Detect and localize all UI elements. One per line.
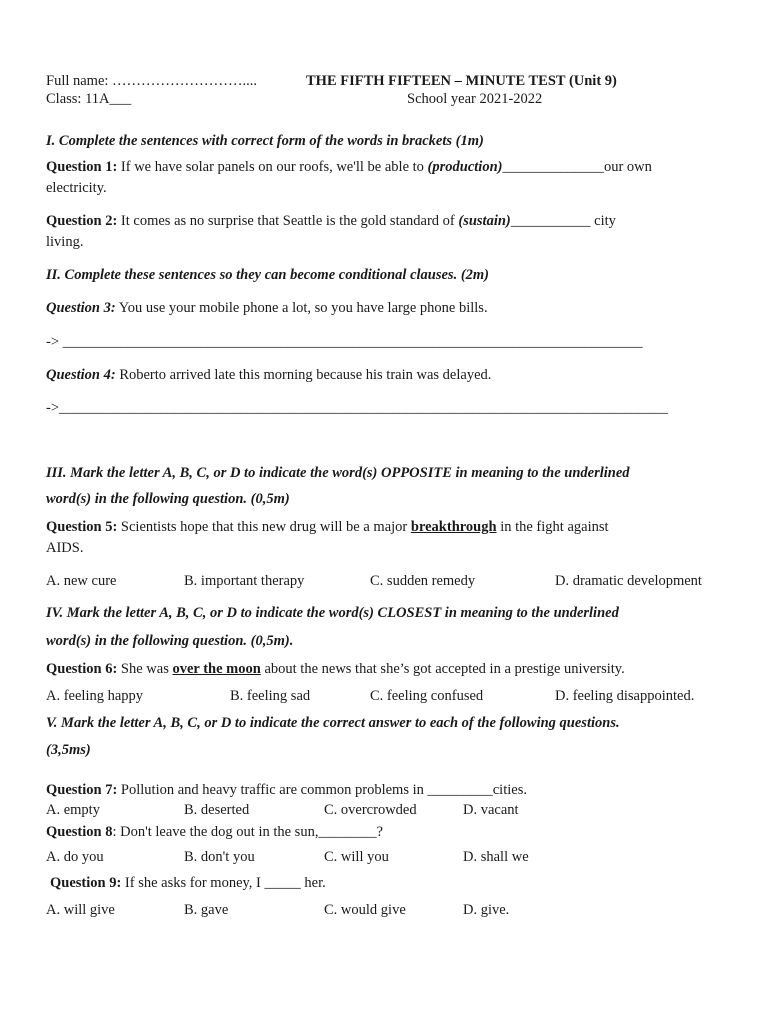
question-1-text-a: If we have solar panels on our roofs, we'll be able to <box>117 159 428 175</box>
section-5-heading-line-1: V. Mark the letter A, B, C, or D to indicate the correct answer to each of the following questions. <box>46 715 620 731</box>
question-8 <box>46 823 383 841</box>
question-6-option-c[interactable]: C. feeling confused <box>370 688 484 704</box>
question-5-keyword: breakthrough <box>410 519 497 535</box>
question-2-text-a: It comes as no surprise that Seattle is the gold standard of <box>117 213 459 229</box>
question-7-label: Question 7: <box>46 782 118 798</box>
section-1-heading: I. Complete the sentences with correct form of the words in brackets (1m) <box>46 133 484 149</box>
question-4-text: Roberto arrived late this morning because his train was delayed. <box>115 367 492 383</box>
question-9-text: If she asks for money, I _____ her. <box>121 875 326 891</box>
class-field: Class: 11A___ <box>46 91 132 107</box>
question-5-text-a: Scientists hope that this new drug will be a major <box>117 519 411 535</box>
question-1-text-c: electricity. <box>46 180 107 196</box>
question-4 <box>46 366 491 384</box>
question-6-keyword: over the moon <box>172 661 261 677</box>
question-8-option-b[interactable]: B. don't you <box>184 849 255 865</box>
question-7 <box>46 781 527 799</box>
section-2-heading: II. Complete these sentences so they can become conditional clauses. (2m) <box>46 267 490 283</box>
question-8-option-d[interactable]: D. shall we <box>463 849 529 865</box>
question-7-option-d[interactable]: D. vacant <box>463 802 519 818</box>
question-7-option-a[interactable]: A. empty <box>46 802 100 818</box>
section-3-heading-line-2: word(s) in the following question. (0,5m) <box>46 491 290 507</box>
question-9-label: Question 9: <box>50 875 122 891</box>
question-2-keyword: (sustain) <box>458 213 511 229</box>
question-5-option-d[interactable]: D. dramatic development <box>555 573 702 589</box>
question-1-blank: ______________ <box>502 159 604 175</box>
question-7-text: Pollution and heavy traffic are common problems in _________cities. <box>117 782 527 798</box>
question-9-option-c[interactable]: C. would give <box>324 902 406 918</box>
question-9 <box>50 874 326 892</box>
question-1-text-b: our own <box>603 159 652 175</box>
section-4-heading-line-1: IV. Mark the letter A, B, C, or D to indicate the word(s) CLOSEST in meaning to the underlined <box>46 605 619 621</box>
question-5-option-b[interactable]: B. important therapy <box>184 573 305 589</box>
question-2-text-c: living. <box>46 234 84 250</box>
question-3 <box>46 299 488 317</box>
school-year: School year 2021-2022 <box>407 91 543 107</box>
question-5-option-a[interactable]: A. new cure <box>46 573 117 589</box>
question-5-option-c[interactable]: C. sudden remedy <box>370 573 476 589</box>
question-8-text: : Don't leave the dog out in the sun,________? <box>112 824 383 840</box>
section-5-heading-line-2: (3,5ms) <box>46 742 91 758</box>
question-5-text-c: AIDS. <box>46 540 84 556</box>
question-8-option-c[interactable]: C. will you <box>324 849 389 865</box>
question-1-keyword: (production) <box>427 159 503 175</box>
question-6-option-d[interactable]: D. feeling disappointed. <box>555 688 695 704</box>
question-9-option-a[interactable]: A. will give <box>46 902 115 918</box>
question-1 <box>46 158 652 176</box>
question-5-text-b: in the fight against <box>496 519 609 535</box>
question-3-answer-line: -> ________________________________________________________________________________ <box>46 334 643 350</box>
question-5 <box>46 518 609 536</box>
question-8-label: Question 8 <box>46 824 113 840</box>
question-3-text: You use your mobile phone a lot, so you have large phone bills. <box>115 300 488 316</box>
question-4-answer-line: ->____________________________________________________________________________________ <box>46 400 669 416</box>
question-6 <box>46 660 625 678</box>
question-6-option-b[interactable]: B. feeling sad <box>230 688 311 704</box>
question-7-option-b[interactable]: B. deserted <box>184 802 250 818</box>
question-8-option-a[interactable]: A. do you <box>46 849 104 865</box>
question-2-label: Question 2: <box>46 213 118 229</box>
question-6-option-a[interactable]: A. feeling happy <box>46 688 144 704</box>
question-1-label: Question 1: <box>46 159 118 175</box>
full-name-field: Full name: ……………………….... <box>46 73 258 89</box>
question-2-text-b: city <box>590 213 616 229</box>
question-7-option-c[interactable]: C. overcrowded <box>324 802 417 818</box>
question-3-label: Question 3: <box>46 300 116 316</box>
question-4-label: Question 4: <box>46 367 116 383</box>
section-3-heading-line-1: III. Mark the letter A, B, C, or D to indicate the word(s) OPPOSITE in meaning to the underlined <box>46 465 630 481</box>
question-2-blank: ___________ <box>510 213 591 229</box>
question-5-label: Question 5: <box>46 519 118 535</box>
question-9-option-d[interactable]: D. give. <box>463 902 510 918</box>
question-6-text-b: about the news that she’s got accepted in a prestige university. <box>260 661 625 677</box>
question-2 <box>46 212 616 230</box>
test-title: THE FIFTH FIFTEEN – MINUTE TEST (Unit 9) <box>306 73 617 89</box>
question-6-text-a: She was <box>117 661 173 677</box>
section-4-heading-line-2: word(s) in the following question. (0,5m). <box>46 633 294 649</box>
question-6-label: Question 6: <box>46 661 118 677</box>
question-9-option-b[interactable]: B. gave <box>184 902 229 918</box>
